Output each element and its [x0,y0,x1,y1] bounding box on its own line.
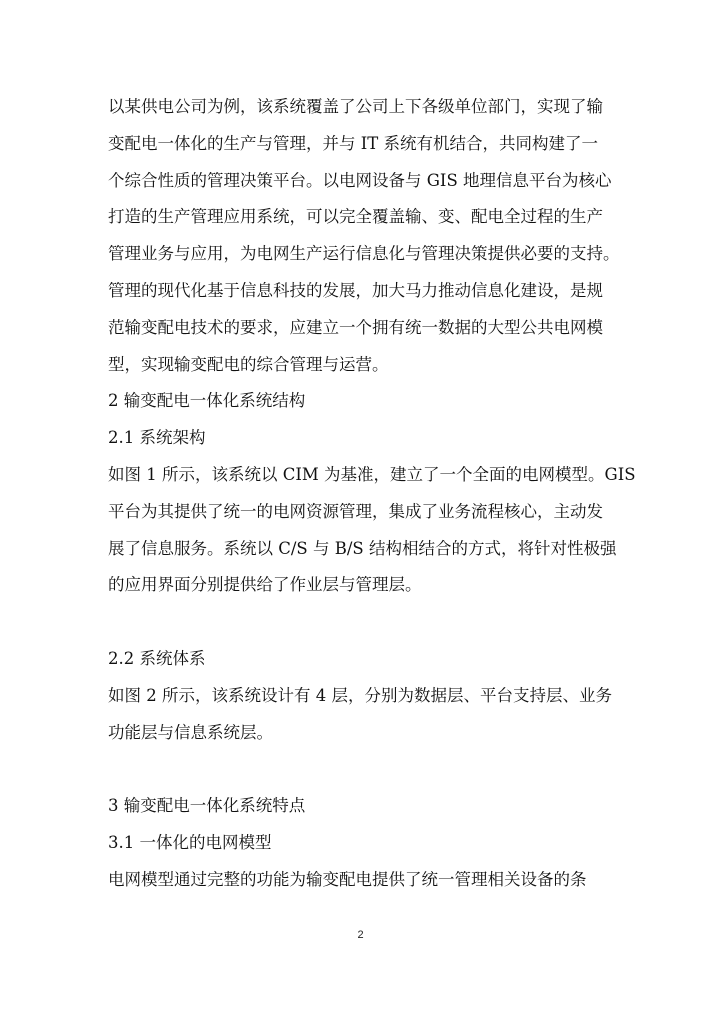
paragraph-line: 以某供电公司为例，该系统覆盖了公司上下各级单位部门，实现了输 [108,97,603,116]
paragraph-line: 如图 2 所示，该系统设计有 4 层，分别为数据层、平台支持层、业务 [108,685,612,705]
paragraph-line: 功能层与信息系统层。 [108,722,273,742]
subsection-heading: 2.2 系统体系 [108,648,206,668]
paragraph-line: 管理业务与应用，为电网生产运行信息化与管理决策提供必要的支持。 [108,244,620,264]
blank-line [108,751,620,788]
paragraph-line: 打造的生产管理应用系统，可以完全覆盖输、变、配电全过程的生产 [108,207,603,227]
section-heading: 2 输变配电一体化系统结构 [108,391,306,411]
paragraph-line: 的应用界面分别提供给了作业层与管理层。 [108,575,422,595]
blank-line [108,604,620,641]
paragraph-line: 电网模型通过完整的功能为输变配电提供了统一管理相关设备的条 [108,869,587,889]
paragraph-line: 展了信息服务。系统以 C/S 与 B/S 结构相结合的方式，将针对性极强 [108,538,617,558]
subsection-heading: 3.1 一体化的电网模型 [108,832,272,852]
paragraph-line: 型，实现输变配电的综合管理与运营。 [108,354,389,374]
subsection-heading: 2.1 系统架构 [108,428,206,448]
section-heading: 3 输变配电一体化系统特点 [108,796,306,816]
document-body [108,89,636,899]
page-number: 2 [357,929,364,941]
paragraph-line: 范输变配电技术的要求，应建立一个拥有统一数据的大型公共电网模 [108,317,603,337]
paragraph-line: 个综合性质的管理决策平台。以电网设备与 GIS 地理信息平台为核心 [108,170,612,190]
paragraph-line: 变配电一体化的生产与管理，并与 IT 系统有机结合，共同构建了一 [108,133,599,153]
paragraph-line: 管理的现代化基于信息科技的发展，加大马力推动信息化建设，是规 [108,280,603,300]
paragraph-line: 如图 1 所示，该系统以 CIM 为基准，建立了一个全面的电网模型。GIS [108,464,636,484]
paragraph-line: 平台为其提供了统一的电网资源管理，集成了业务流程核心，主动发 [108,501,603,521]
